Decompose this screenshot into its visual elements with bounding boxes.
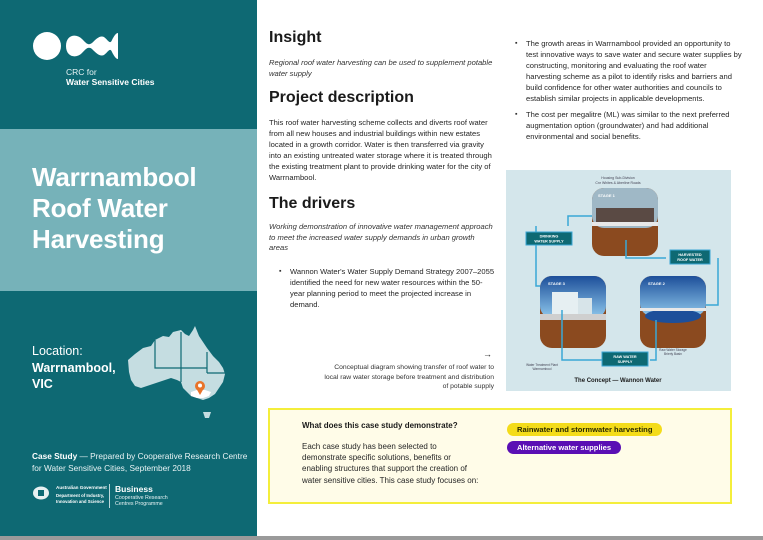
svg-text:Warrnambool: Warrnambool xyxy=(532,367,552,371)
gov-department xyxy=(56,493,104,504)
drivers-intro: Working demonstration of innovative water management approach to meet the increased water supply demands in urban growth areas xyxy=(269,222,493,252)
concept-diagram xyxy=(506,170,731,391)
logo-text-name: Water Sensitive Cities xyxy=(66,77,155,87)
gov-department-line1: Department of Industry, xyxy=(56,493,105,498)
case-study-credit xyxy=(32,450,252,474)
case-study-text: — Prepared by Cooperative Research Centre for Water Sensitive Cities, September 2018 xyxy=(32,451,248,473)
driver-bullet: ▪ Wannon Water's Water Supply Demand Strategy 2007–2055 identified the need for new water resources within the 50-year planning period to meet the projected increase in demand. xyxy=(279,266,497,310)
logo-text-crc: CRC for xyxy=(66,67,97,77)
drivers-heading: The drivers xyxy=(269,195,356,212)
divider xyxy=(109,484,110,508)
svg-text:STAGE 1: STAGE 1 xyxy=(598,193,615,198)
svg-text:Water Treatment Plant: Water Treatment Plant xyxy=(526,363,558,367)
concept-diagram-illustration xyxy=(506,170,731,391)
program-title: Business xyxy=(115,484,153,494)
australia-map-icon xyxy=(125,318,240,433)
svg-text:Raw Water Storage: Raw Water Storage xyxy=(659,348,687,352)
program-line2: Centres Programme xyxy=(115,501,163,507)
svg-text:STAGE 3: STAGE 3 xyxy=(548,281,565,286)
svg-text:RAW WATER: RAW WATER xyxy=(613,355,637,359)
demonstrate-heading: What does this case study demonstrate? xyxy=(302,421,458,430)
coat-of-arms-icon xyxy=(32,485,50,501)
drivers-list-left xyxy=(279,266,497,315)
driver-bullet: ▪ The growth areas in Warrnambool provided an opportunity to test innovative ways to save water and secure water supplies by constructing, monitoring and evaluating the roof water harvesting scheme as a pilot to identify risks and barriers and build confidence for other water authorities and councils to establish similar projects in applicable developments. xyxy=(515,38,743,104)
diagram-caption: Conceptual diagram showing transfer of roof water to local raw water storage before treatment and distribution of potable supply xyxy=(324,364,494,390)
insight-text: Regional roof water harvesting can be used to supplement potable water supply xyxy=(269,58,493,78)
location-value xyxy=(32,360,116,392)
svg-text:The Concept — Wannon Water: The Concept — Wannon Water xyxy=(574,378,662,384)
program-line1: Cooperative Research xyxy=(115,495,168,501)
government-logo-block xyxy=(32,484,212,510)
program-name xyxy=(115,495,168,507)
insight-heading: Insight xyxy=(269,29,322,46)
left-panel xyxy=(0,0,257,540)
svg-text:HARVESTED: HARVESTED xyxy=(678,253,702,257)
case-study-prefix: Case Study xyxy=(32,451,78,461)
svg-text:Brierly Basin: Brierly Basin xyxy=(664,352,682,356)
page-bottom-border xyxy=(0,536,763,540)
svg-text:SUPPLY: SUPPLY xyxy=(617,360,633,364)
svg-text:DRINKING: DRINKING xyxy=(539,234,559,239)
svg-text:ROOF WATER: ROOF WATER xyxy=(677,258,703,262)
project-description-text: This roof water harvesting scheme collects and diverts roof water from all new houses and industrial buildings within new estates located in a growth corridor. Water is then transferred via gravity into an existing untreated water storage where it is treated through the existing treatment plant to provide drinking water for the city of Warrnambool. xyxy=(269,118,492,182)
tag-rainwater-harvesting: Rainwater and stormwater harvesting xyxy=(507,423,662,436)
location-city: Warrnambool, xyxy=(32,361,116,375)
arrow-right-icon: → xyxy=(483,349,492,359)
location-label: Location: xyxy=(32,344,83,358)
svg-text:WATER SUPPLY: WATER SUPPLY xyxy=(534,239,564,244)
drivers-list-right xyxy=(515,38,743,147)
svg-text:Housing Sub-Division: Housing Sub-Division xyxy=(601,176,635,180)
crc-wave-logo-icon xyxy=(32,31,127,65)
location-state: VIC xyxy=(32,377,53,391)
demonstrate-box xyxy=(268,408,732,504)
demonstrate-text: Each case study has been selected to demonstrate specific solutions, benefits or enabling structures that support the creation of water sensitive cities. This case study focuses on: xyxy=(302,442,479,485)
page-title: Warrnambool Roof Water Harvesting xyxy=(32,162,197,254)
gov-name: Australian Government xyxy=(56,485,107,490)
driver-bullet: ▪ The cost per megalitre (ML) was similar to the next preferred augmentation option (groundwater) and had additional environmental and social benefits. xyxy=(515,109,743,142)
project-description-heading: Project description xyxy=(269,89,414,106)
tag-alternative-water-supplies: Alternative water supplies xyxy=(507,441,621,454)
svg-text:Cnr Whites & Aberline Roads: Cnr Whites & Aberline Roads xyxy=(595,181,641,185)
gov-department-line2: Innovation and Science xyxy=(56,498,104,504)
svg-text:STAGE 2: STAGE 2 xyxy=(648,281,665,286)
